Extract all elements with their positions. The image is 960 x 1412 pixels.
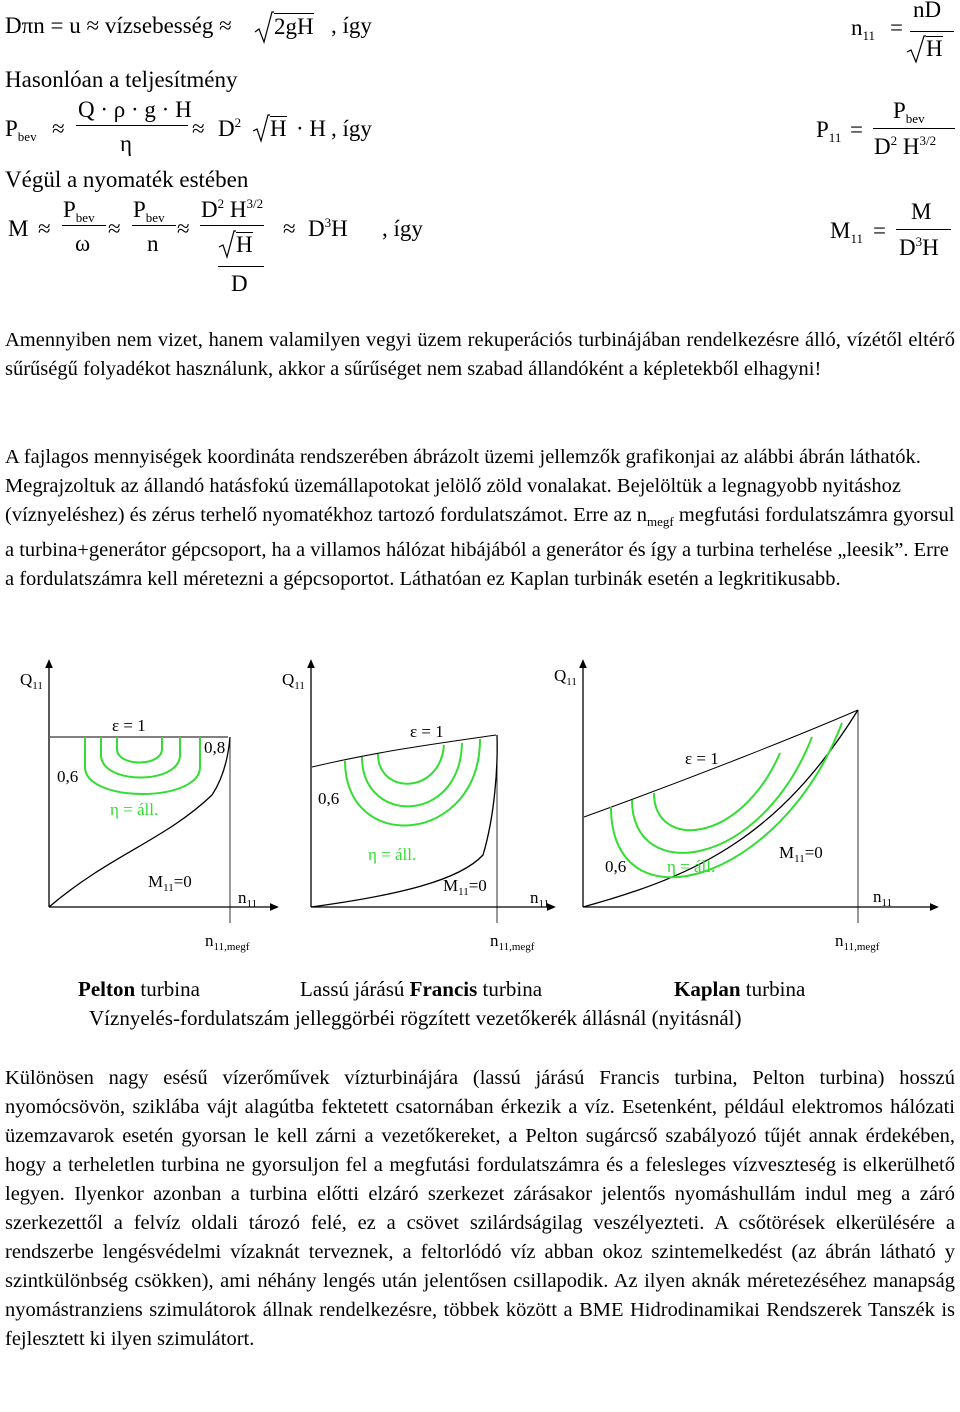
p11-denominator: $D^2$ $H^{3/2}$ xyxy=(874,133,937,159)
torque-frac1-numerator: $P_{bev}$ xyxy=(63,197,95,225)
m11-denominator: $D^3H$ xyxy=(899,234,939,260)
x-axis-label: $n_{11}$ xyxy=(530,888,550,910)
power-denominator: η xyxy=(120,131,133,156)
zero-torque-label: $M_{11}=0$ xyxy=(443,876,487,898)
p11-numerator: $P_{bev}$ xyxy=(893,98,925,126)
efficiency-curve xyxy=(632,737,812,853)
zero-torque-curve xyxy=(583,710,858,907)
velocity-equation-tail: , így xyxy=(331,13,372,38)
y-axis-label: $Q_{11}$ xyxy=(20,670,43,692)
efficiency-label-08: 0,8 xyxy=(204,738,226,757)
m11-symbol: $M_{11}$ xyxy=(830,218,863,246)
power-symbol: $P_{bev}$ xyxy=(5,116,37,144)
torque-tail: , így xyxy=(382,216,423,241)
n11-numerator: nD xyxy=(913,0,942,22)
kaplan-diagram xyxy=(554,663,935,953)
fraction-bar xyxy=(200,225,264,226)
x-axis-label: $n_{11}$ xyxy=(238,888,258,910)
y-axis-label: $Q_{11}$ xyxy=(554,666,577,688)
runaway-speed-label: $n_{11,megf}$ xyxy=(490,931,535,953)
n11-symbol: $n_{11}$ xyxy=(851,15,876,43)
fraction-bar xyxy=(218,266,264,267)
approx-sign: ≈ xyxy=(52,116,65,141)
sqrt-sign xyxy=(906,34,926,64)
max-opening-line xyxy=(312,735,496,767)
fraction-bar xyxy=(910,31,954,32)
fraction-bar xyxy=(896,229,951,230)
francis-diagram xyxy=(282,663,552,953)
caption-francis: Lassú járású Francis turbina xyxy=(300,977,543,1001)
sqrt-sign xyxy=(254,10,274,44)
torque-symbol: M xyxy=(8,216,29,241)
approx-sign: ≈ xyxy=(283,216,296,241)
equals-sign: = xyxy=(873,218,886,243)
runaway-speed-label: $n_{11,megf}$ xyxy=(835,931,880,953)
approx-sign: ≈ xyxy=(192,116,205,141)
efficiency-curve xyxy=(378,745,444,784)
fraction-bar xyxy=(62,225,106,226)
efficiency-curve xyxy=(85,737,200,794)
torque-frac3-radicand: H xyxy=(236,232,253,257)
epsilon-label: ε = 1 xyxy=(685,749,719,768)
sqrt-sign xyxy=(252,113,270,143)
figure-caption: Víznyelés-fordulatszám jelleggörbéi rögzített vezetőkerék állásnál (nyitásnál) xyxy=(89,1006,742,1030)
epsilon-label: ε = 1 xyxy=(410,722,444,741)
torque-frac1-denominator: ω xyxy=(75,231,91,256)
power-d-squared: $D^2$ xyxy=(218,115,242,141)
paragraph-surge: Különösen nagy esésű vízerőművek vízturbinájára (lassú járású Francis turbina, Pelton turbina) hosszú nyomócsövön, sziklába vájt alagútba fektetett csatornában érkezik a víz. Esetenként, például elektromos hálózati üzemzavarok esetén gyorsan le kell zárni a vezetőkereket, a Pelton sugárcső szabályozó tűjét annak érdekében, hogy a terheletlen turbina ne gyorsuljon fel a megfutási fordulatszámra és a felesleges vízveszteség is elkerülhető legyen. Ilyenkor azonban a turbina előtti elzáró szerkezet zárásakor jelentős nyomáshullám indul meg a záró szerkezettől a felvíz oldali tározó felé, ez a csövet szilárdságilag veszélyezteti. A csőtörések elkerülésére a rendszerbe lengésvédelmi vízaknát terveznek, a feltorlódó víz abban okoz szintemelkedést (az ábrán látható y szintkülönbség csökken), ami néhány lengés után jelentősen csillapodik. Az ilyen aknák méretezéséhez manapság nyomástranziens szimulátorok állnak rendelkezésre, többek között a BME Hidrodinamikai Rendszerek Tanszék is fejlesztett ki ilyen szimulátort. xyxy=(5,1067,955,1350)
efficiency-curve xyxy=(117,737,162,763)
efficiency-curve xyxy=(345,739,480,825)
power-radicand: H xyxy=(270,116,287,141)
velocity-equation-radicand: 2gH xyxy=(274,14,314,39)
efficiency-label-06: 0,6 xyxy=(318,789,340,808)
m11-numerator: M xyxy=(911,199,932,224)
efficiency-curve xyxy=(362,743,462,806)
x-axis-label: $n_{11}$ xyxy=(873,887,893,909)
approx-sign: ≈ xyxy=(38,216,51,241)
paragraph-density: Amennyiben nem vizet, hanem valamilyen vegyi üzem rekuperációs turbinájában rendelkezésre álló, vízétől eltérő sűrűségű folyadékot használunk, akkor a sűrűséget nem szabad állandóként a képletekből elhagyni! xyxy=(5,329,955,380)
zero-torque-label: $M_{11}=0$ xyxy=(779,843,823,865)
torque-frac2-denominator: n xyxy=(147,231,159,256)
characteristic-diagrams xyxy=(0,655,960,960)
torque-frac2-numerator: $P_{bev}$ xyxy=(133,197,165,225)
efficiency-label-06: 0,6 xyxy=(57,767,79,786)
efficiency-label-06: 0,6 xyxy=(605,857,627,876)
paragraph-characteristics: A fajlagos mennyiségek koordináta rendszerében ábrázolt üzemi jellemzők grafikonjai az alábbi ábrán láthatók. Megrajzoltuk az állandó hatásfokú üzemállapotokat jelölő zöld vonalakat. Bejelöltük a legnagyobb nyitáshoz (víznyeléshez) és zérus terhelő nyomatékhoz tartozó fordulatszámot. Erre az $n_{megf}$ megfutási fordulatszámra gyorsul a turbina+generátor gépcsoport, ha a villamos hálózat hibájából a generátor és így a turbina terhelése „leesik”. Erre a fordulatszámra kell méretezni a gépcsoportot. Láthatóan ez Kaplan turbinák esetén a legkritikusabb. xyxy=(5,446,955,591)
torque-frac3-denominator: D xyxy=(231,271,248,296)
pelton-diagram xyxy=(20,663,275,953)
fraction-bar xyxy=(132,225,176,226)
approx-sign: ≈ xyxy=(108,216,121,241)
epsilon-label: ε = 1 xyxy=(112,716,146,735)
zero-torque-label: $M_{11}=0$ xyxy=(148,872,192,894)
torque-frac3-numerator: $D^2$ $H^{3/2}$ xyxy=(201,196,264,222)
eta-label: η = áll. xyxy=(368,845,417,864)
fraction-bar xyxy=(76,125,188,126)
caption-kaplan: Kaplan turbina xyxy=(674,977,806,1001)
sqrt-sign xyxy=(218,229,236,259)
power-tail-h: · H xyxy=(296,116,327,141)
caption-pelton: Pelton turbina xyxy=(78,977,200,1001)
fraction-bar xyxy=(873,128,955,129)
power-tail: , így xyxy=(331,116,372,141)
eta-label: η = áll. xyxy=(110,800,159,819)
runaway-speed-label: $n_{11,megf}$ xyxy=(205,931,250,953)
approx-sign: ≈ xyxy=(177,216,190,241)
power-numerator: Q · ρ · g · H xyxy=(78,97,192,122)
n11-denominator: H xyxy=(926,36,943,61)
equals-sign: = xyxy=(890,15,903,40)
equals-sign: = xyxy=(850,117,863,142)
torque-d-cubed: $D^3H$ xyxy=(308,215,348,241)
max-opening-line xyxy=(584,710,858,817)
p11-symbol: $P_{11}$ xyxy=(816,117,842,145)
velocity-equation-lhs: Dπn = u ≈ vízsebesség ≈ xyxy=(5,13,232,38)
efficiency-curve xyxy=(101,737,180,778)
torque-intro: Végül a nyomaték estében xyxy=(5,167,249,192)
y-axis-label: $Q_{11}$ xyxy=(282,670,305,692)
power-intro: Hasonlóan a teljesítmény xyxy=(5,67,238,92)
eta-label: η = áll. xyxy=(667,857,716,876)
